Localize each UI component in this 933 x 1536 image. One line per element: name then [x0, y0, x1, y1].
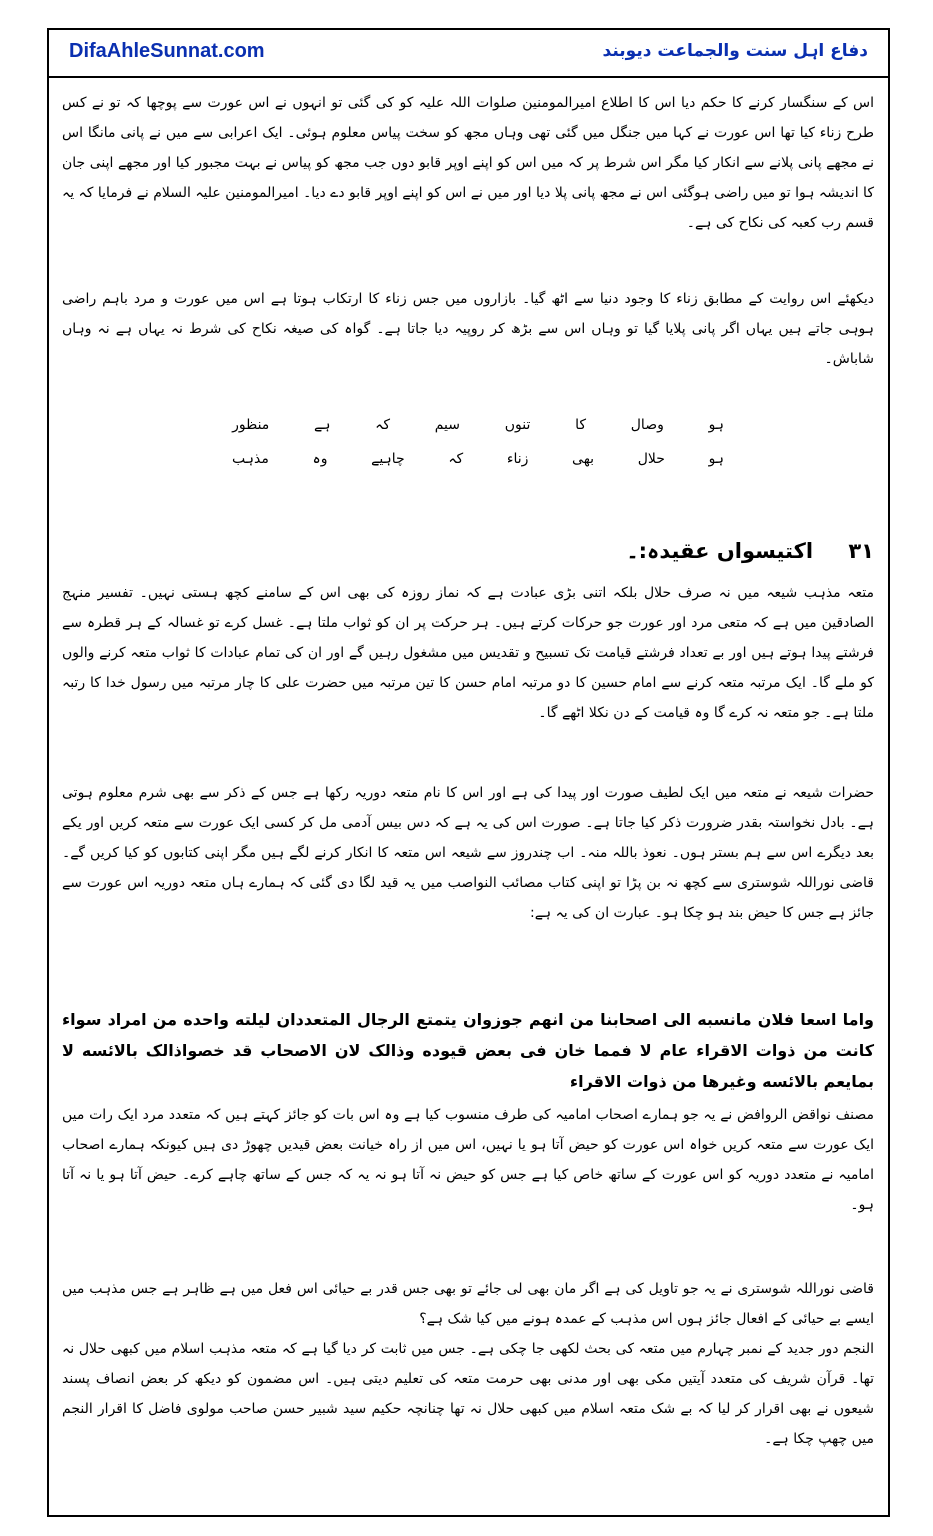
poem-word: وہ	[312, 451, 328, 467]
poem-word: ہو	[708, 451, 724, 467]
paragraph-4: حضرات شیعہ نے متعہ میں ایک لطیف صورت اور پیدا کی ہے اور اس کا نام متعہ دوریہ رکھا ہے جس کے ذکر سے بھی شرم معلوم ہوتی ہے۔ بادل نخواستہ بقدر ضرورت ذکر کیا جاتا ہے۔ صورت اس کی یہ ہے کہ دس بیس آدمی مل کر کسی ایک عورت سے متعہ کریں اور یکے بعد دیگرے اس سے ہم بستر ہوں۔ نعوذ باللہ منہ۔ اب چندروز سے شیعہ اس متعہ کا انکار کرنے لگے ہیں مگر اپنی کتابوں کو کیا کریں گے۔ قاضی نوراللہ شوستری سے کچھ نہ بن پڑا تو اپنی کتاب مصائب النواصب میں یہ قید لگا دی گئی کہ ہمارے ہاں متعہ دوریہ اس عورت سے جائز ہے جس کا حیض بند ہو چکا ہو۔ عبارت ان کی یہ ہے:	[62, 785, 874, 921]
section-heading	[62, 531, 874, 571]
paragraph-3: متعہ مذہب شیعہ میں نہ صرف حلال بلکہ اتنی بڑی عبادت ہے کہ نماز روزہ کی بھی اس کے سامنے کچھ ہستی نہیں۔ تفسیر منہج الصادقین میں ہے کہ متعی مرد اور عورت جو حرکات کرتے ہیں۔ ہر حرکت پر ان کو ثواب ملتا ہے۔ غسل کرے تو غسالہ کے ہر قطرہ سے فرشتے پیدا ہوتے ہیں اور بے تعداد فرشتے قیامت تک تسبیح و تقدیس میں مشغول رہیں گے اور ان کی تمام عبادات کا ثواب متعہ کرنے والوں کو ملے گا۔ ایک مرتبہ متعہ کرنے سے امام حسین کا دو مرتبہ امام حسن کا تین مرتبہ میں حضرت علی کا چار مرتبہ میں رسول خدا کا رتبہ ملتا ہے۔ جو متعہ نہ کرے گا وہ قیامت کے دن نکلا اٹھے گا۔	[62, 585, 874, 721]
poem-word: ہو	[708, 417, 724, 433]
site-title: دفاع اہل سنت والجماعت دیوبند	[602, 41, 868, 61]
poem-line-1	[62, 408, 874, 442]
poem-word: چاہیے	[371, 451, 405, 467]
poem-word: کہ	[375, 417, 391, 433]
paragraph-5: مصنف نواقض الروافض نے یہ جو ہمارے اصحاب امامیہ کی طرف منسوب کیا ہے وہ اس بات کو جائز کہتے ہیں کہ متعدد مرد ایک رات میں ایک عورت سے متعہ کریں خواہ اس عورت کو حیض آتا ہو یا نہیں، اس میں از راہ خیانت بعض قیدیں چھوڑ دی ہیں کیونکہ ہمارے اصحاب امامیہ نے متعدد دوریہ کو اس عورت کے ساتھ خاص کیا ہے جس کو حیض نہ آتا ہو نہ یہ کہ جس کے ساتھ چاہے کرے۔ حیض آتا ہو یا نہ آتا ہو۔	[62, 1107, 874, 1213]
poem-word: منظور	[232, 417, 270, 433]
section-number: ۳۱	[848, 539, 874, 563]
poem-word: وصال	[630, 417, 664, 433]
poem-line-2	[62, 442, 874, 476]
arabic-quote: واما اسعا فلان مانسبه الی اصحابنا من انهم جوزوان یتمتع الرجال المتعددان لیلته واحده من امراد سواء کانت من ذوات الاقراء عام لا فمما خان فی بعض قیوده وذالک لان الاصحاب قد خصواذالک بالائسه لا بمایعم بالائسه وغیرها من ذوات الاقراء	[62, 1010, 874, 1091]
page-header	[49, 30, 888, 78]
poem-word: زناء	[506, 451, 529, 467]
poem-word: ہے	[314, 417, 331, 433]
paragraph-1: اس کے سنگسار کرنے کا حکم دیا اس کا اطلاع امیرالمومنین صلوات اللہ علیہ کو کی گئی تو انہوں نے اس عورت سے پوچھا کہ تو نے کس طرح زناء کیا تھا اس عورت نے کہا میں جنگل میں گئی تھی وہاں مجھ کو سخت پیاس معلوم ہوئی۔ ایک اعرابی سے میں نے پانی مانگا اس نے مجھے پانی پلانے سے انکار کیا مگر اس شرط پر کہ میں اس کو اپنے اوپر قابو دوں جب مجھ کو پیاس نے بہت مجبور کیا اور مجھے اپنی جان کا اندیشہ ہوا تو میں راضی ہوگئی اس نے مجھ پانی پلا دیا اور میں نے اس کو اپنے اوپر قابو دے دیا۔ امیرالمومنین علیہ السلام نے فرمایا کہ یہ قسم رب کعبہ کی نکاح کی ہے۔	[62, 95, 874, 231]
paragraph-6: قاضی نوراللہ شوستری نے یہ جو تاویل کی ہے اگر مان بھی لی جائے تو بھی جس قدر بے حیائی اس فعل میں ہے ظاہر ہے جس مذہب میں ایسے بے حیائی کے افعال جائز ہوں اس مذہب کے عمدہ ہونے میں کیا شک ہے؟	[62, 1281, 874, 1327]
poem-word: سیم	[434, 417, 461, 433]
poem-word: کا	[575, 417, 587, 433]
poem-word: تنوں	[504, 417, 531, 433]
poem-word: مذہب	[232, 451, 269, 467]
paragraph-2: دیکھئے اس روایت کے مطابق زناء کا وجود دنیا سے اٹھ گیا۔ بازاروں میں جس زناء کا ارتکاب ہوتا ہے اس میں عورت و مرد باہم راضی ہوہی جاتے ہیں یہاں اگر پانی پلایا گیا تو وہاں اس سے بڑھ کر روپیہ دیا جاتا ہے۔ گواہ کی صیغہ نکاح کی شرط نہ یہاں ہے نہ وہاں شاباش۔	[62, 291, 874, 367]
site-url[interactable]: DifaAhleSunnat.com	[69, 40, 265, 62]
poem-word: کہ	[448, 451, 464, 467]
poem-word: بھی	[572, 451, 595, 467]
poem-word: حلال	[637, 451, 665, 467]
paragraph-7: النجم دور جدید کے نمبر چہارم میں متعہ کی بحث لکھی جا چکی ہے۔ جس میں ثابت کر دیا گیا ہے کہ متعہ مذہب اسلام میں کبھی حلال نہ تھا۔ قرآن شریف کی متعدد آیتیں مکی بھی اور مدنی بھی حرمت متعہ کی تعلیم دیتی ہیں۔ اس مضمون کو دیکھ کر بعض انصاف پسند شیعوں نے بھی اقرار کر لیا کہ بے شک متعہ اسلام میں کبھی حلال نہ تھا چنانچہ حکیم سید شبیر حسن صاحب مولوی فاضل کا اقرار النجم میں چھپ چکا ہے۔	[62, 1341, 874, 1447]
section-title: اکتیسواں عقیدہ:۔	[626, 539, 814, 563]
poem-couplet	[62, 408, 874, 476]
